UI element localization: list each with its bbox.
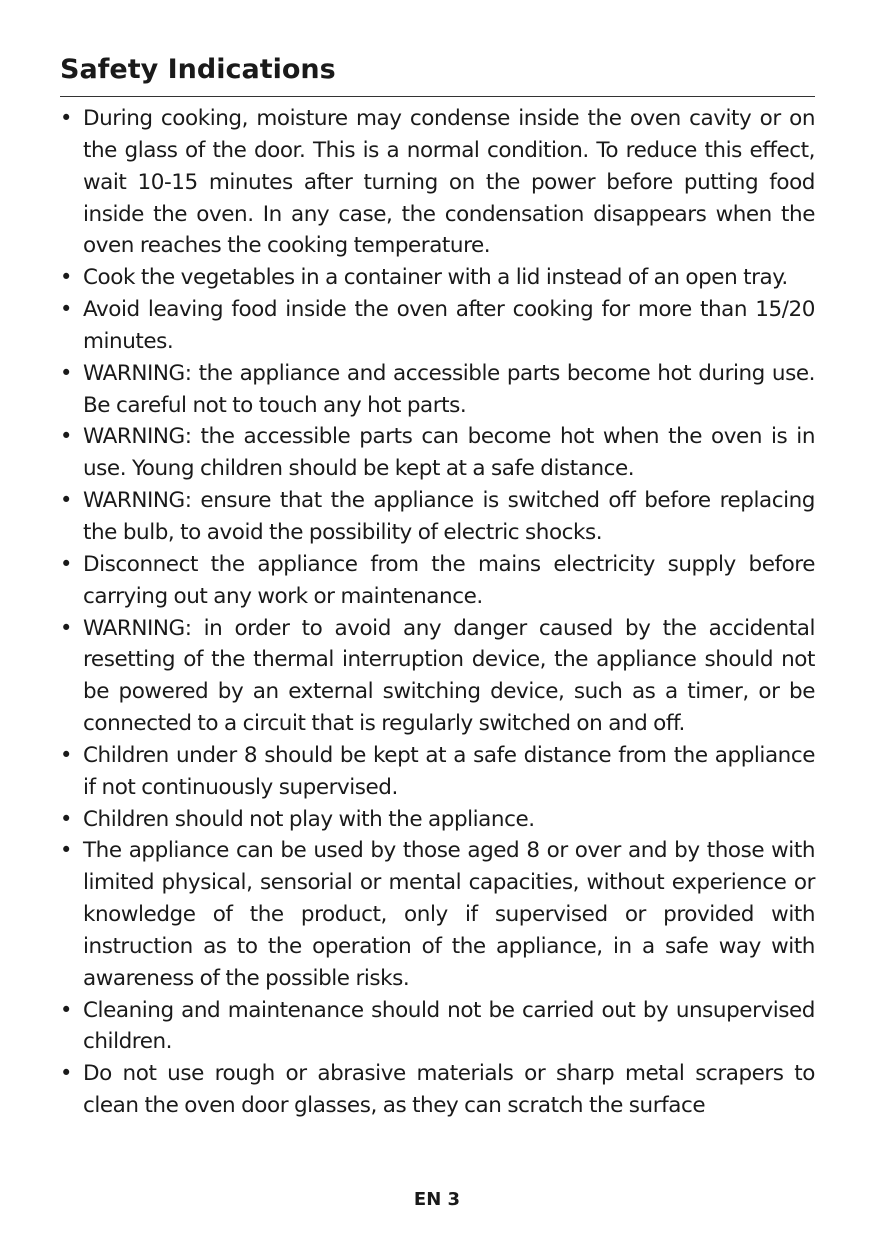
list-item: [60, 1058, 815, 1122]
bullet-icon: •: [60, 551, 72, 576]
bullet-icon: •: [60, 806, 72, 831]
page-title: Safety Indications: [60, 52, 815, 97]
list-item: [60, 804, 815, 836]
list-item: [60, 613, 815, 740]
list-item: [60, 740, 815, 804]
list-item-text: Children under 8 should be kept at a safe distance from the appliance if not continuously supervised.: [83, 742, 815, 800]
list-item-text: Cleaning and maintenance should not be carried out by unsupervised children.: [83, 997, 815, 1055]
list-item-text: WARNING: ensure that the appliance is switched off before replacing the bulb, to avoid the possibility of electric shocks.: [83, 488, 815, 545]
list-item: [60, 421, 815, 485]
list-item: [60, 103, 815, 262]
bullet-icon: •: [60, 838, 72, 863]
list-item: [60, 995, 815, 1059]
list-item: [60, 549, 815, 613]
bullet-icon: •: [60, 360, 72, 385]
bullet-icon: •: [60, 265, 72, 290]
bullet-icon: •: [60, 297, 72, 322]
bullet-icon: •: [60, 488, 72, 513]
bullet-icon: •: [60, 615, 72, 640]
list-item: [60, 485, 815, 549]
safety-list: [60, 103, 815, 1122]
list-item-text: During cooking, moisture may condense inside the oven cavity or on the glass of the door. This is a normal condition. To reduce this effect, wait 10-15 minutes after turning on the power before putting food inside the oven. In any case, the condensation disappears when the oven reaches the cooking temperature.: [83, 106, 815, 259]
list-item: [60, 294, 815, 358]
list-item-text: WARNING: in order to avoid any danger caused by the accidental resetting of the thermal interruption device, the appliance should not be powered by an external switching device, such as a timer, or be connected to a circuit that is regularly switched on and off.: [83, 615, 815, 737]
bullet-icon: •: [60, 106, 72, 130]
page-number: EN 3: [413, 1189, 461, 1210]
bullet-icon: •: [60, 424, 72, 449]
bullet-icon: •: [60, 997, 72, 1022]
list-item-text: Do not use rough or abrasive materials or sharp metal scrapers to clean the oven door glasses, as they can scratch the surface: [83, 1061, 815, 1119]
list-item: [60, 835, 815, 994]
bullet-icon: •: [60, 742, 72, 767]
list-item-text: Cook the vegetables in a container with a lid instead of an open tray.: [83, 265, 788, 291]
list-item-text: WARNING: the appliance and accessible parts become hot during use. Be careful not to touch any hot parts.: [83, 360, 815, 418]
document-page: [60, 52, 815, 1122]
list-item-text: Disconnect the appliance from the mains electricity supply before carrying out any work or maintenance.: [83, 551, 815, 609]
list-item: [60, 262, 815, 294]
list-item-text: Children should not play with the appliance.: [83, 806, 535, 832]
list-item: [60, 358, 815, 422]
list-item-text: WARNING: the accessible parts can become hot when the oven is in use. Young children should be kept at a safe distance.: [83, 424, 815, 482]
bullet-icon: •: [60, 1061, 72, 1086]
list-item-text: Avoid leaving food inside the oven after cooking for more than 15/20 minutes.: [83, 297, 815, 354]
list-item-text: The appliance can be used by those aged 8 or over and by those with limited physical, sensorial or mental capacities, without experience or knowledge of the product, only if supervised or provided with instruction as to the operation of the appliance, in a safe way with awareness of the possible risks.: [83, 838, 815, 991]
